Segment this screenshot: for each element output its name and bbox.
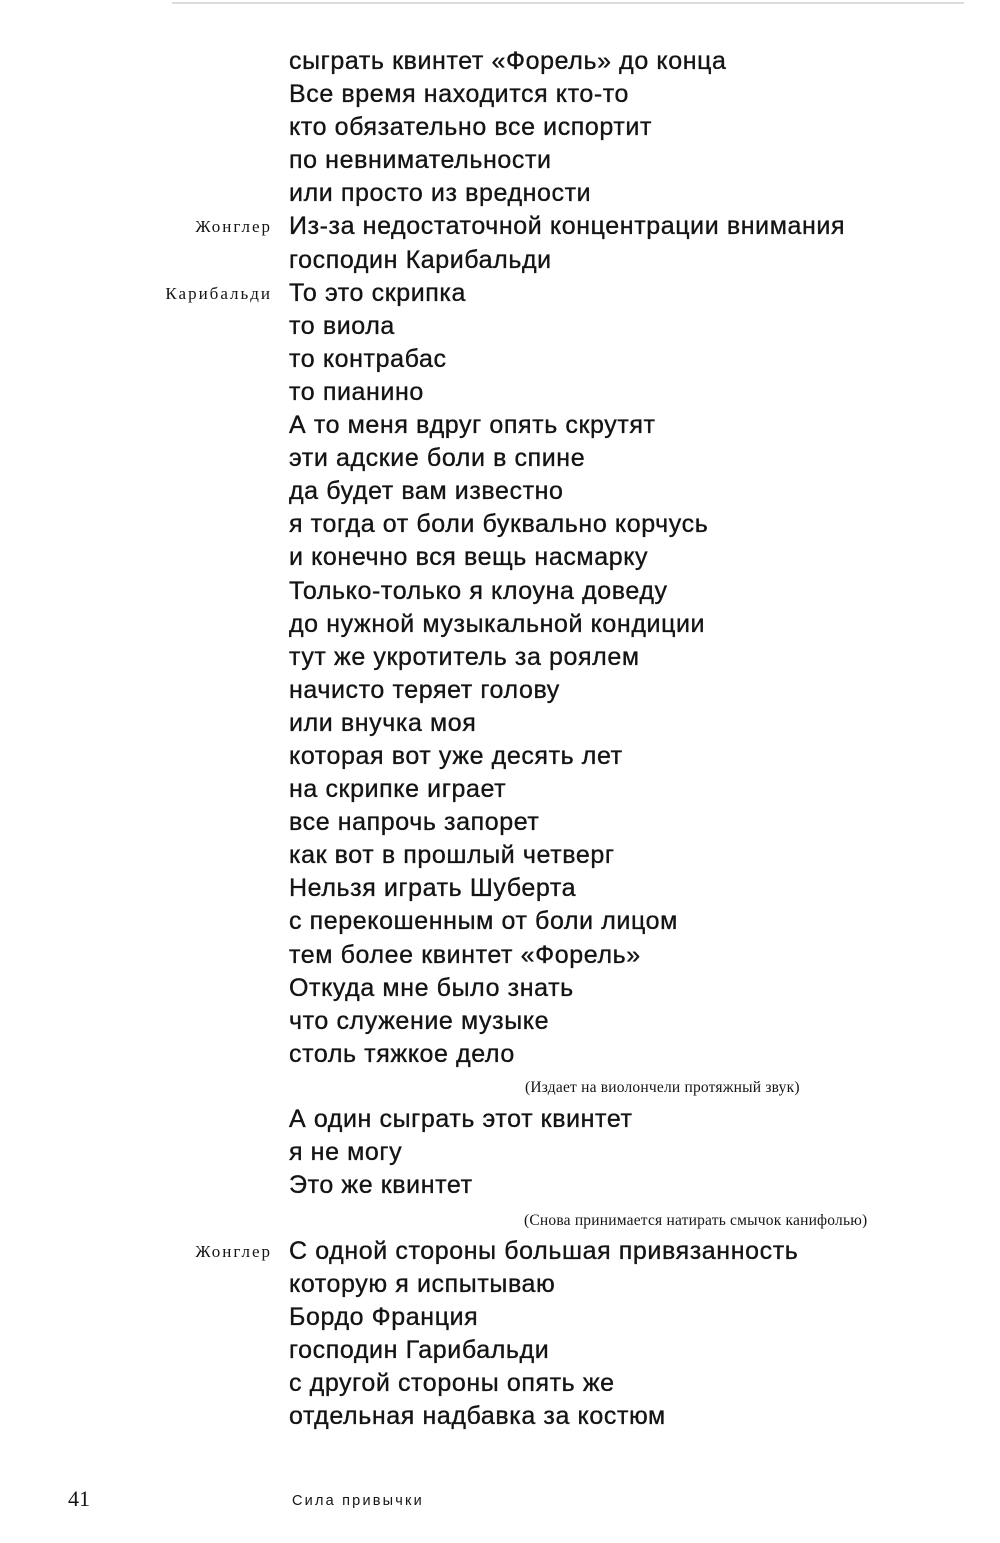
verse-line <box>0 45 1000 78</box>
line-text: которую я испытываю <box>289 1270 556 1299</box>
page-number: 41 <box>68 1486 90 1511</box>
verse-line <box>0 1268 1000 1301</box>
dialogue-block-3 <box>0 1235 1000 1434</box>
running-title: Сила привычки <box>292 1493 424 1509</box>
line-text: господин Карибальди <box>289 245 552 274</box>
line-text: Откуда мне было знать <box>289 973 574 1002</box>
line-text: А то меня вдруг опять скрутят <box>289 411 656 440</box>
line-text: отдельная надбавка за костюм <box>289 1402 666 1431</box>
dialogue-block-2 <box>0 1103 1000 1202</box>
line-text: А один сыграть этот квинтет <box>289 1105 633 1133</box>
line-text: как вот в прошлый четверг <box>289 841 615 870</box>
line-text: на скрипке играет <box>289 775 507 804</box>
verse-line <box>0 674 1000 707</box>
verse-line <box>0 641 1000 674</box>
line-text: тут же укротитель за роялем <box>289 642 640 671</box>
line-text: сыграть квинтет «Форель» до конца <box>289 47 727 75</box>
speaker-name: Карибальди <box>165 283 272 303</box>
verse-line <box>0 1400 1000 1433</box>
verse-line <box>0 972 1000 1005</box>
line-text: с перекошенным от боли лицом <box>289 907 678 936</box>
verse-line <box>0 210 1000 243</box>
line-text: то пианино <box>289 377 424 406</box>
verse-line <box>0 1235 1000 1268</box>
verse-line <box>0 1103 1000 1136</box>
verse-line <box>0 310 1000 343</box>
verse-line <box>0 839 1000 872</box>
line-text: до нужной музыкальной кондиции <box>289 609 706 638</box>
line-text: я не могу <box>289 1138 403 1167</box>
verse-line <box>0 1005 1000 1038</box>
line-text: То это скрипка <box>289 278 467 307</box>
line-text: господин Гарибальди <box>289 1336 550 1365</box>
verse-line <box>0 475 1000 508</box>
verse-line <box>0 1169 1000 1202</box>
line-text: кто обязательно все испортит <box>289 113 653 142</box>
verse-line <box>0 144 1000 177</box>
dialogue-block-1 <box>0 45 1000 1071</box>
line-text: то контрабас <box>289 344 447 373</box>
line-text: то виола <box>289 311 395 340</box>
line-text: столь тяжкое дело <box>289 1039 515 1068</box>
line-text: с другой стороны опять же <box>289 1369 615 1398</box>
line-text: или просто из вредности <box>289 179 592 208</box>
verse-line <box>0 806 1000 839</box>
verse-line <box>0 707 1000 740</box>
line-text: все напрочь запорет <box>289 808 540 837</box>
line-text: Из-за недостаточной концентрации внимания <box>289 212 846 241</box>
line-text: которая вот уже десять лет <box>289 741 623 770</box>
verse-line <box>0 575 1000 608</box>
verse-line <box>0 1136 1000 1169</box>
top-rule <box>172 2 964 4</box>
verse-line <box>0 541 1000 574</box>
line-text: или внучка моя <box>289 708 477 737</box>
verse-line <box>0 277 1000 310</box>
line-text: Только-только я клоуна доведу <box>289 576 668 605</box>
line-text: что служение музыке <box>289 1006 550 1035</box>
stage-direction-2: (Снова принимается натирать смычок канифолью) <box>524 1212 868 1229</box>
verse-line <box>0 608 1000 641</box>
verse-line <box>0 905 1000 938</box>
verse-line <box>0 376 1000 409</box>
line-text: Это же квинтет <box>289 1171 473 1200</box>
verse-line <box>0 1301 1000 1334</box>
line-text: я тогда от боли буквально корчусь <box>289 510 709 539</box>
verse-line <box>0 1038 1000 1071</box>
verse-line <box>0 442 1000 475</box>
speaker-name: Жонглер <box>195 1242 272 1261</box>
line-text: Бордо Франция <box>289 1303 479 1332</box>
line-text: С одной стороны большая привязанность <box>289 1237 799 1265</box>
line-text: да будет вам известно <box>289 477 564 506</box>
verse-line <box>0 1334 1000 1367</box>
verse-line <box>0 111 1000 144</box>
line-text: Нельзя играть Шуберта <box>289 874 577 903</box>
verse-line <box>0 343 1000 376</box>
verse-line <box>0 1367 1000 1400</box>
verse-line <box>0 872 1000 905</box>
line-text: и конечно вся вещь насмарку <box>289 543 649 572</box>
verse-line <box>0 508 1000 541</box>
stage-direction-1: (Издает на виолончели протяжный звук) <box>525 1079 800 1096</box>
line-text: начисто теряет голову <box>289 675 560 704</box>
line-text: эти адские боли в спине <box>289 444 586 473</box>
speaker-name: Жонглер <box>195 217 272 237</box>
line-text: Все время находится кто-то <box>289 80 630 109</box>
line-text: по невнимательности <box>289 146 552 175</box>
verse-line <box>0 939 1000 972</box>
line-text: тем более квинтет «Форель» <box>289 940 641 969</box>
verse-line <box>0 244 1000 277</box>
verse-line <box>0 740 1000 773</box>
verse-line <box>0 78 1000 111</box>
verse-line <box>0 177 1000 210</box>
verse-line <box>0 773 1000 806</box>
verse-line <box>0 409 1000 442</box>
